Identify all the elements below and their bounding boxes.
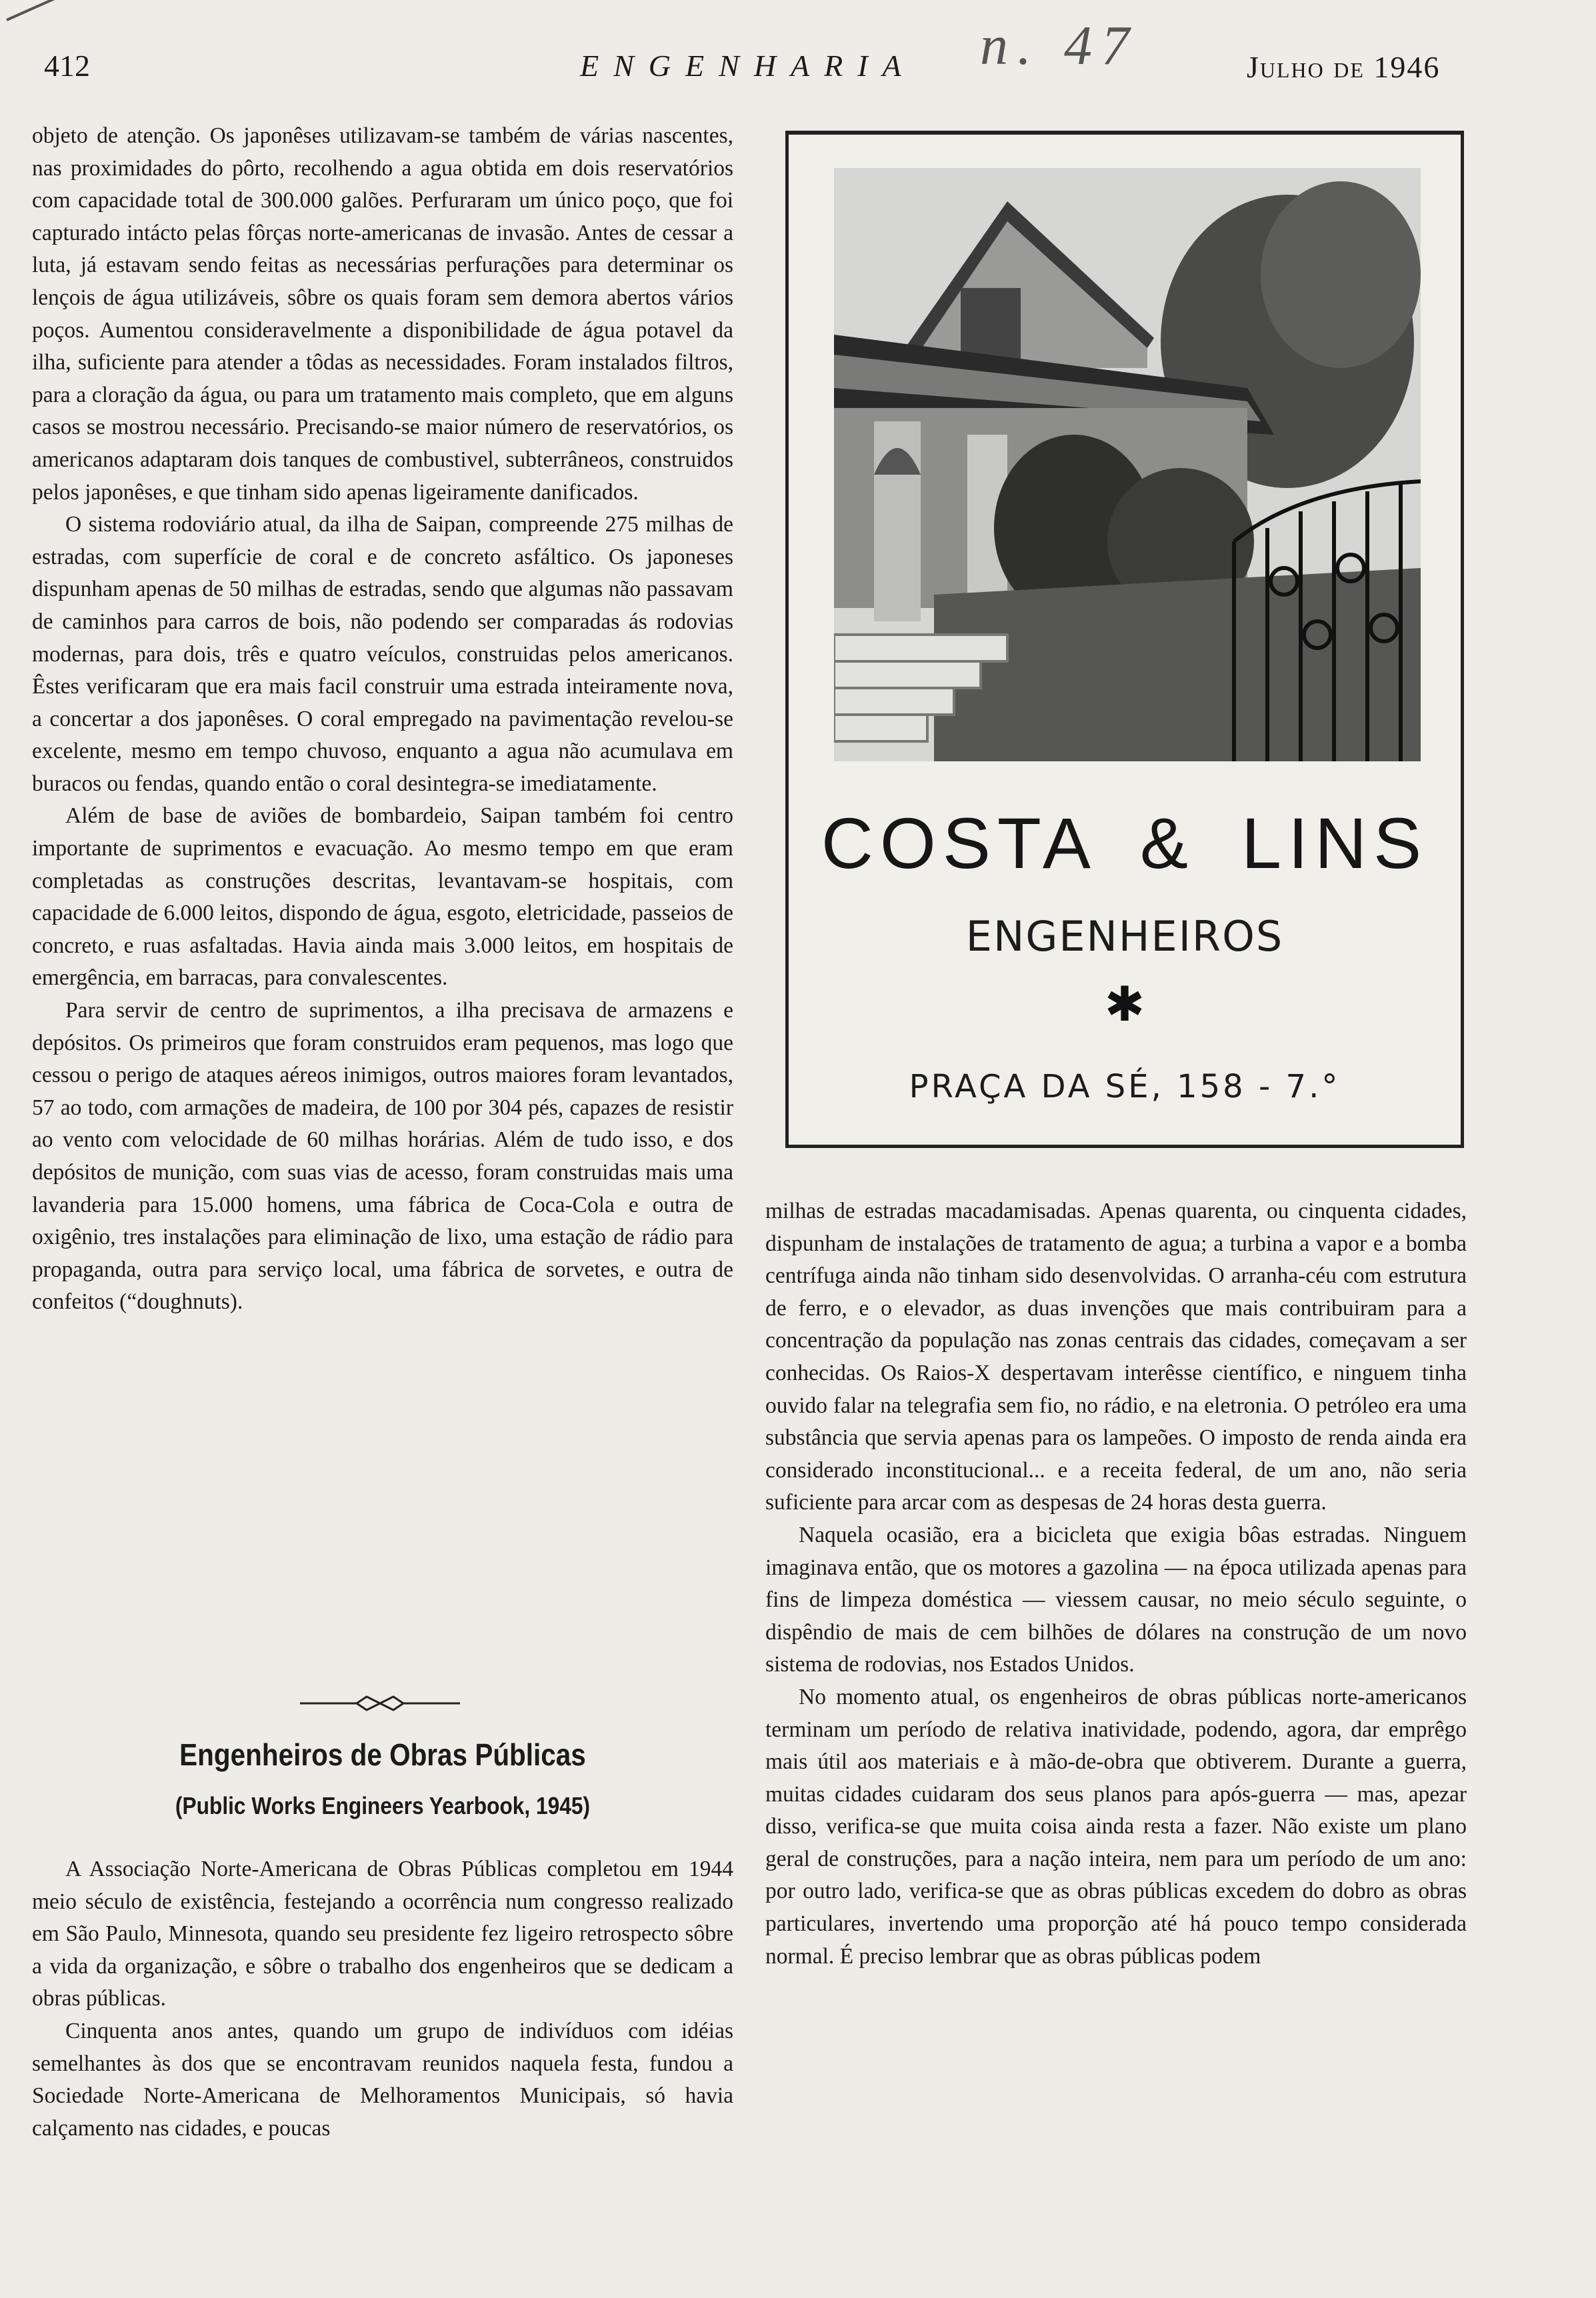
ad-subtitle: ENGENHEIROS [965,912,1284,961]
star-icon: ✱ [1104,978,1145,1031]
paragraph: Cinquenta anos antes, quando um grupo de indivíduos com idéias semelhantes às dos que se encontravam reunidos naquela festa, fundou a Sociedade Norte-Americana de Melhoramentos Municipais, só havia calçamento nas cidades, e poucas [32,2018,733,2141]
section-title: Engenheiros de Obras Públicas [179,1737,586,1772]
paragraph: No momento atual, os engenheiros de obras públicas norte-americanos terminam um período de relativa inatividade, podendo, agora, dar emprêgo mais útil aos materiais e à mão-de-obra que obtiverem. Durante a guerra, muitas cidades cuidaram dos seus planos para após-guerra — mas, apezar disso, verifica-se que muita coisa ainda resta a fazer. Não existe um plano geral de construções, para a nação inteira, nem para um período de um ano: por outro lado, verifica-se que as obras públicas excedem do dobro as obras particulares, invertendo uma proporção até há pouco tempo considerada normal. É preciso lembrar que as obras públicas podem [765,1684,1467,1969]
ad-address: PRAÇA DA SÉ, 158 - 7.° [909,1068,1341,1105]
paragraph: Naquela ocasião, era a bicicleta que exigia bôas estradas. Ninguem imaginava então, que os motores a gazolina — na época utilizada apenas para fins de limpeza doméstica — viessem causar, no meio século seguinte, o dispêndio de mais de cem bilhões de dólares na construção de um novo sistema de rodovias, nos Estados Unidos. [765,1522,1467,1677]
paragraph: objeto de atenção. Os japonêses utilizavam-se também de várias nascentes, nas proximidades do pôrto, recolhendo a agua obtida em dois reservatórios com capacidade total de 300.000 galões. Perfuraram um único poço, que foi capturado intácto pelas fôrças norte-americanas de invasão. Antes de cessar a luta, já estavam sendo feitas as necessárias perfurações para determinar os lençois de água utilizáveis, sôbre os quais foram sem demora abertos vários poços. Aumentou consideravelmente a disponibilidade de água potavel da ilha, suficiente para atender a tôdas as necessidades. Foram instalados filtros, para a cloração da água, ou para um tratamento mais completo, que em alguns casos se mostrou necessário. Precisando-se maior número de reservatórios, os americanos adaptaram dois tanques de combustivel, subterrâneos, construidos pelos japonêses, e que tinham sido apenas ligeiramente danificados. [32,123,733,505]
house-photo [834,168,1421,761]
paragraph: Além de base de aviões de bombardeio, Saipan também foi centro importante de suprimentos e evacuação. Ao mesmo tempo em que eram completadas as construções descritas, levantavam-se hospitais, com capacidade de 6.000 leitos, dispondo de água, esgoto, eletricidade, passeios de concreto, e ruas asfaltadas. Havia ainda mais 3.000 leitos, em hospitais de emergência, em barracas, para convalescentes. [32,803,733,991]
issue-date: Julho de 1946 [1247,50,1441,84]
page-number: 412 [44,49,90,83]
section-subtitle: (Public Works Engineers Yearbook, 1945) [175,1792,591,1819]
ad-brand-name: COSTA & LINS [821,803,1429,883]
handwritten-note: n. 47 [980,15,1139,77]
paragraph: milhas de estradas macadamisadas. Apenas quarenta, ou cinquenta cidades, dispunham de instalações de tratamento de agua; a turbina a vapor e a bomba centrífuga ainda não tinham sido desenvolvidas. O arranha-céu com estrutura de ferro, e o elevador, as duas invenções que mais contribuiram para a concentração da população nas zonas centrais das cidades, começavam a ser conhecidas. Os Raios-X despertavam interêsse científico, e ninguem tinha ouvido falar na telegrafia sem fio, no rádio, e na eletronia. O petróleo era uma substância que servia apenas para os lampeões. O imposto de renda ainda era considerado inconstitucional... e a receita federal, de um ano, não seria suficiente para arcar com as despesas de 24 horas desta guerra. [765,1199,1467,1515]
left-column [32,120,733,1319]
advertisement [785,131,1464,1148]
paragraph: A Associação Norte-Americana de Obras Públicas completou em 1944 meio século de existência, festejando a ocorrência num congresso realizado em São Paulo, Minnesota, quando seu presidente fez ligeiro retrospecto sôbre a vida da organização, e sôbre o trabalho dos engenheiros que se dedicam a obras públicas. [32,1857,733,2011]
journal-title: ENGENHARIA [580,49,916,83]
section-ornament [300,1690,460,1717]
pen-mark [6,0,105,21]
left-column-continued [32,1853,733,2145]
right-column [765,1195,1467,1973]
paragraph: O sistema rodoviário atual, da ilha de Saipan, compreende 275 milhas de estradas, com superfície de coral e de concreto asfáltico. Os japoneses dispunham apenas de 50 milhas de estradas, sendo que algumas não passavam de caminhos para carros de bois, não podendo ser comparadas ás rodovias modernas, para dois, três e quatro veículos, construidas pelos americanos. Êstes verificaram que era mais facil construir uma estrada inteiramente nova, a concertar a dos japonêses. O coral empregado na pavimentação revelou-se excelente, mesmo em tempo chuvoso, enquanto a agua não acumulava em buracos ou fendas, quando então o coral desintegra-se imediatamente. [32,512,733,796]
paragraph: Para servir de centro de suprimentos, a ilha precisava de armazens e depósitos. Os primeiros que foram construidos eram pequenos, mas logo que cessou o perigo de ataques aéreos inimigos, outros maiores foram levantados, 57 ao todo, com armações de madeira, de 100 por 304 pés, capazes de resistir ao vento com velocidade de 60 milhas horárias. Além de tudo isso, e dos depósitos de munição, com suas vias de acesso, foram construidas mais uma lavanderia para 15.000 homens, uma fábrica de Coca-Cola e outra de oxigênio, tres instalações para eliminação de lixo, uma estação de rádio para propaganda, outra para serviço local, uma fábrica de sorvetes, e outra de confeitos (“doughnuts). [32,998,733,1315]
